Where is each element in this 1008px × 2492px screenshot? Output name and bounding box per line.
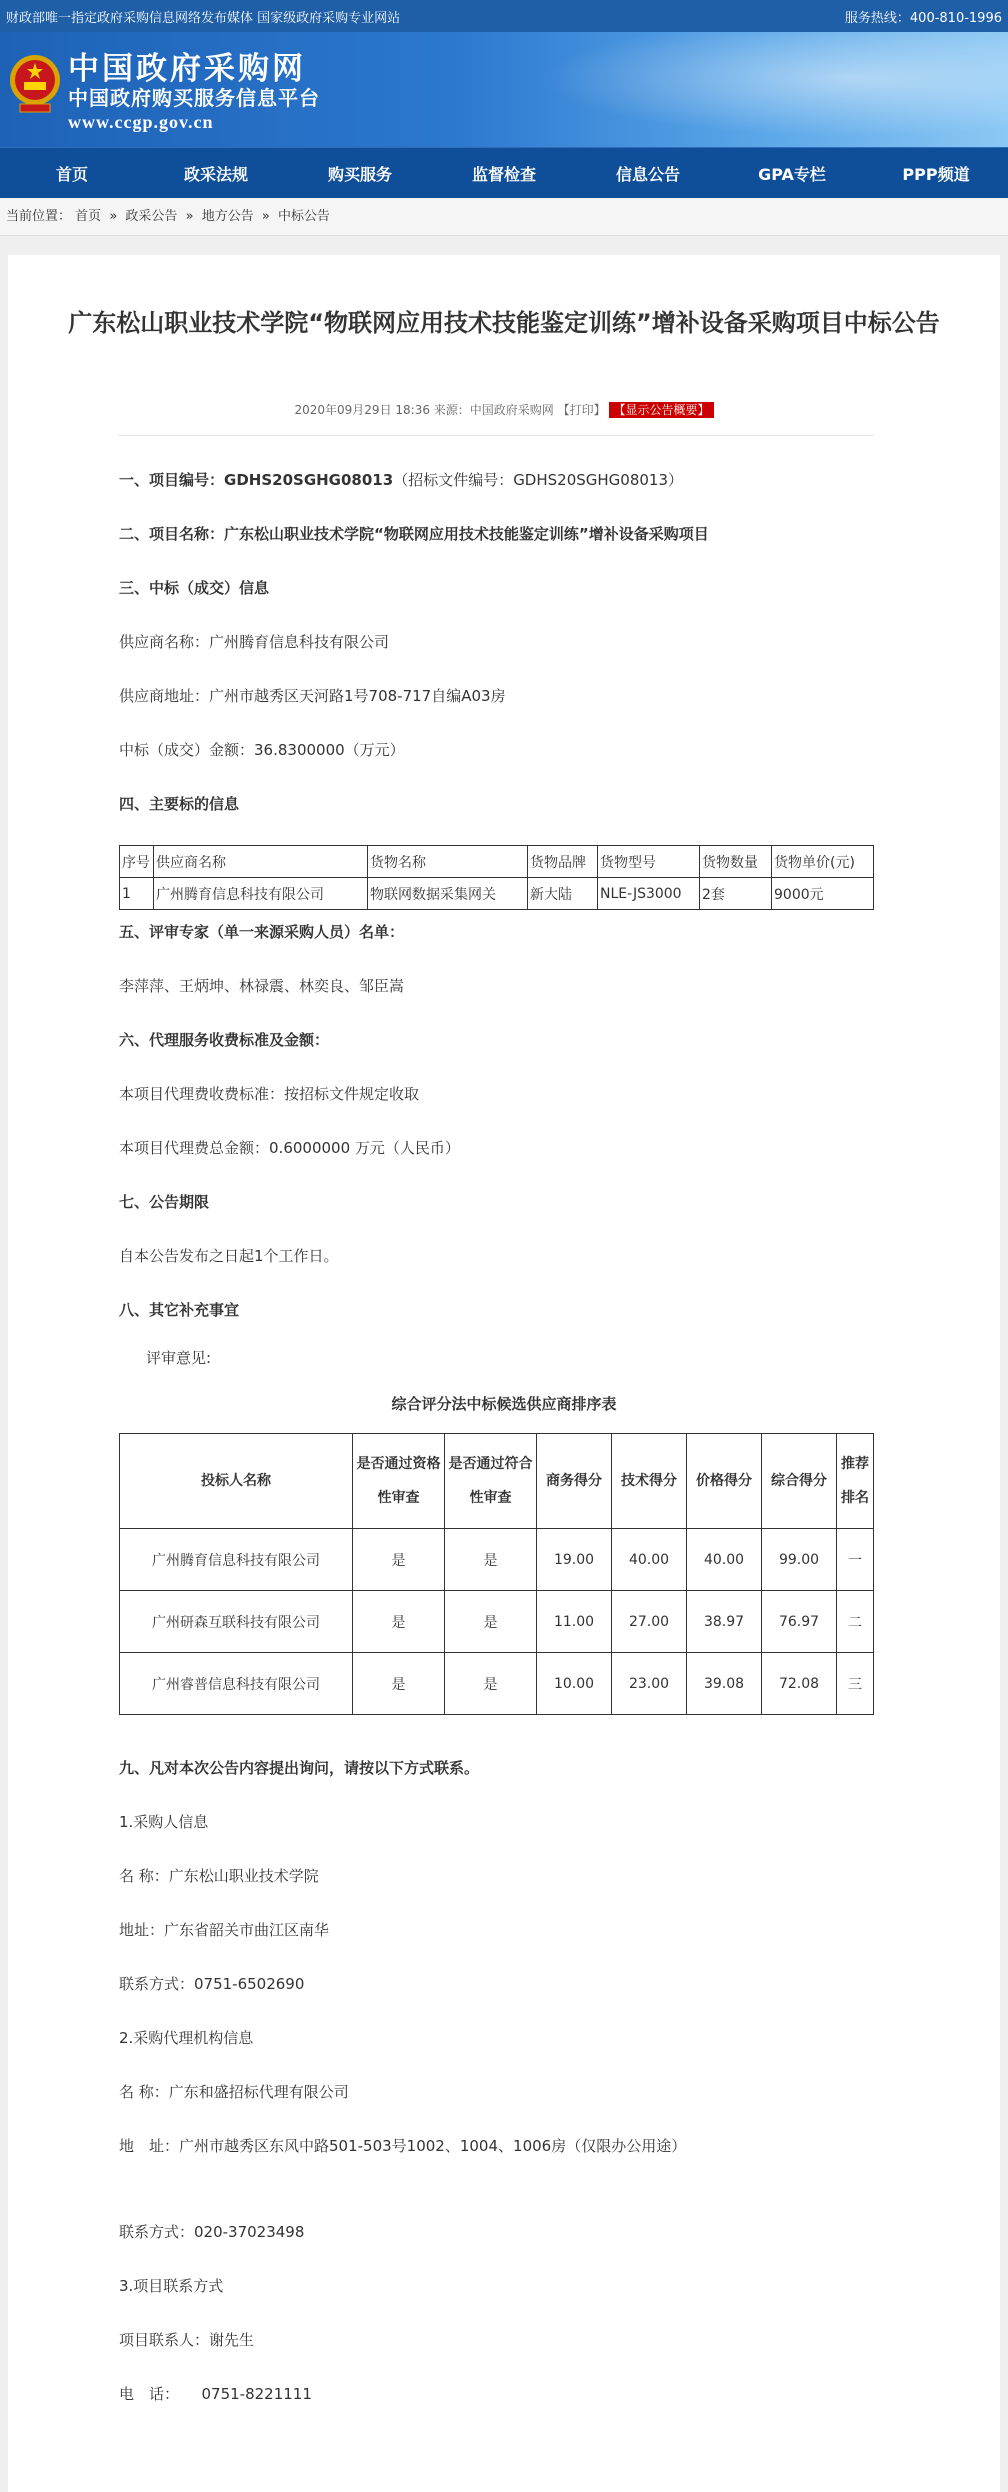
review-opinion-label: 评审意见: [146, 1349, 212, 1367]
section-agency-fee: 六、代理服务收费标准及金额： [119, 1031, 330, 1049]
project-contact-person: 项目联系人：谢先生 [119, 2331, 255, 2349]
purchaser-phone: 联系方式：0751-6502690 [119, 1975, 305, 1993]
project-code: GDHS20SGHG08013 [224, 471, 394, 489]
agency-address: 地 址：广州市越秀区东风中路501-503号1002、1004、1006房（仅限办公用途） [119, 2137, 687, 2155]
breadcrumb-notices[interactable]: 政采公告 [125, 209, 178, 224]
table-row: 广州睿普信息科技有限公司 是 是 10.00 23.00 39.08 72.08 三 [120, 1653, 874, 1715]
supplier-address: 供应商地址：广州市越秀区天河路1号708-717自编A03房 [119, 687, 506, 705]
award-amount: 中标（成交）金额：36.8300000（万元） [119, 741, 405, 759]
nav-regulations[interactable]: 政采法规 [183, 164, 248, 184]
publish-date: 2020年09月29日 18:36 [294, 403, 430, 417]
notice-source: 来源：中国政府采购网 [433, 403, 554, 417]
purchaser-name: 名 称：广东松山职业技术学院 [119, 1867, 319, 1885]
section-supplementary: 八、其它补充事宜 [119, 1301, 240, 1319]
print-link[interactable]: 【打印】 [557, 403, 606, 417]
nav-gpa[interactable]: GPA专栏 [758, 164, 826, 184]
nav-purchase-service[interactable]: 购买服务 [327, 164, 392, 184]
supplier-name: 供应商名称：广州腾育信息科技有限公司 [119, 633, 390, 651]
breadcrumb-label: 当前位置： [6, 209, 72, 224]
purchaser-address: 地址：广东省韶关市曲江区南华 [119, 1921, 330, 1939]
section-experts: 五、评审专家（单一来源采购人员）名单： [119, 923, 405, 941]
items-table [119, 845, 874, 910]
nav-home[interactable]: 首页 [55, 164, 88, 184]
table-header-row: 序号 供应商名称 货物名称 货物品牌 货物型号 货物数量 货物单价(元) [120, 846, 874, 878]
service-hotline: 服务热线：400-810-1996 [844, 10, 1002, 26]
project-contact-phone: 电 话： 0751-8221111 [119, 2385, 312, 2403]
logo-title: 中国政府采购网 [68, 51, 306, 87]
table-row: 广州研森互联科技有限公司 是 是 11.00 27.00 38.97 76.97 二 [120, 1591, 874, 1653]
table-row: 广州腾育信息科技有限公司 是 是 19.00 40.00 40.00 99.00 一 [120, 1529, 874, 1591]
site-banner [0, 32, 1008, 147]
notice-meta [8, 401, 1000, 418]
logo-subtitle: 中国政府购买服务信息平台 [68, 86, 320, 110]
breadcrumb-local[interactable]: 地方公告 [201, 209, 254, 224]
breadcrumb-award[interactable]: 中标公告 [277, 209, 330, 224]
agency-phone: 联系方式：020-37023498 [119, 2223, 305, 2241]
main-nav [0, 147, 1008, 198]
show-summary-button[interactable]: 【显示公告概要】 [609, 402, 713, 418]
table-header-row: 投标人名称 是否通过资格性审查 是否通过符合性审查 商务得分 技术得分 价格得分 综合得分 推荐排名 [120, 1434, 874, 1529]
nav-notices[interactable]: 信息公告 [615, 164, 680, 184]
breadcrumb: 当前位置： 首页 » 政采公告 » 地方公告 » 中标公告 [0, 198, 1008, 236]
purchaser-heading: 1.采购人信息 [119, 1813, 209, 1831]
nav-ppp[interactable]: PPP频道 [902, 164, 970, 184]
section-main-items: 四、主要标的信息 [119, 795, 240, 813]
ranking-table-title: 综合评分法中标候选供应商排序表 [391, 1395, 617, 1413]
logo-url: www.ccgp.gov.cn [68, 112, 214, 132]
notice-content [8, 255, 1000, 2492]
agency-name: 名 称：广东和盛招标代理有限公司 [119, 2083, 349, 2101]
section-project-name: 二、项目名称：广东松山职业技术学院“物联网应用技术技能鉴定训练”增补设备采购项目 [119, 525, 709, 543]
section-award-info: 三、中标（成交）信息 [119, 579, 270, 597]
agency-heading: 2.采购代理机构信息 [119, 2029, 254, 2047]
site-logo[interactable] [68, 52, 320, 133]
fee-total: 本项目代理费总金额：0.6000000 万元（人民币） [119, 1139, 460, 1157]
notice-period: 自本公告发布之日起1个工作日。 [119, 1247, 339, 1265]
breadcrumb-home[interactable]: 首页 [75, 209, 102, 224]
nav-supervision[interactable]: 监督检查 [471, 164, 536, 184]
site-slogan: 财政部唯一指定政府采购信息网络发布媒体 国家级政府采购专业网站 [6, 10, 401, 26]
national-emblem-icon[interactable] [8, 50, 62, 120]
fee-standard: 本项目代理费收费标准：按招标文件规定收取 [119, 1085, 420, 1103]
section-contact: 九、凡对本次公告内容提出询问，请按以下方式联系。 [119, 1759, 480, 1777]
project-contact-heading: 3.项目联系方式 [119, 2277, 224, 2295]
table-row: 1 广州腾育信息科技有限公司 物联网数据采集网关 新大陆 NLE-JS3000 2套 9000元 [120, 878, 874, 910]
page-title: 广东松山职业技术学院“物联网应用技术技能鉴定训练”增补设备采购项目中标公告 [68, 309, 940, 337]
section-notice-period: 七、公告期限 [119, 1193, 210, 1211]
ranking-table [119, 1433, 874, 1715]
title-divider [118, 435, 874, 436]
expert-list: 李萍萍、王炳坤、林禄震、林奕良、邹臣嵩 [119, 977, 405, 995]
top-info-bar [0, 0, 1008, 32]
section-project-code: 一、项目编号：GDHS20SGHG08013（招标文件编号：GDHS20SGHG08013） [119, 471, 684, 489]
